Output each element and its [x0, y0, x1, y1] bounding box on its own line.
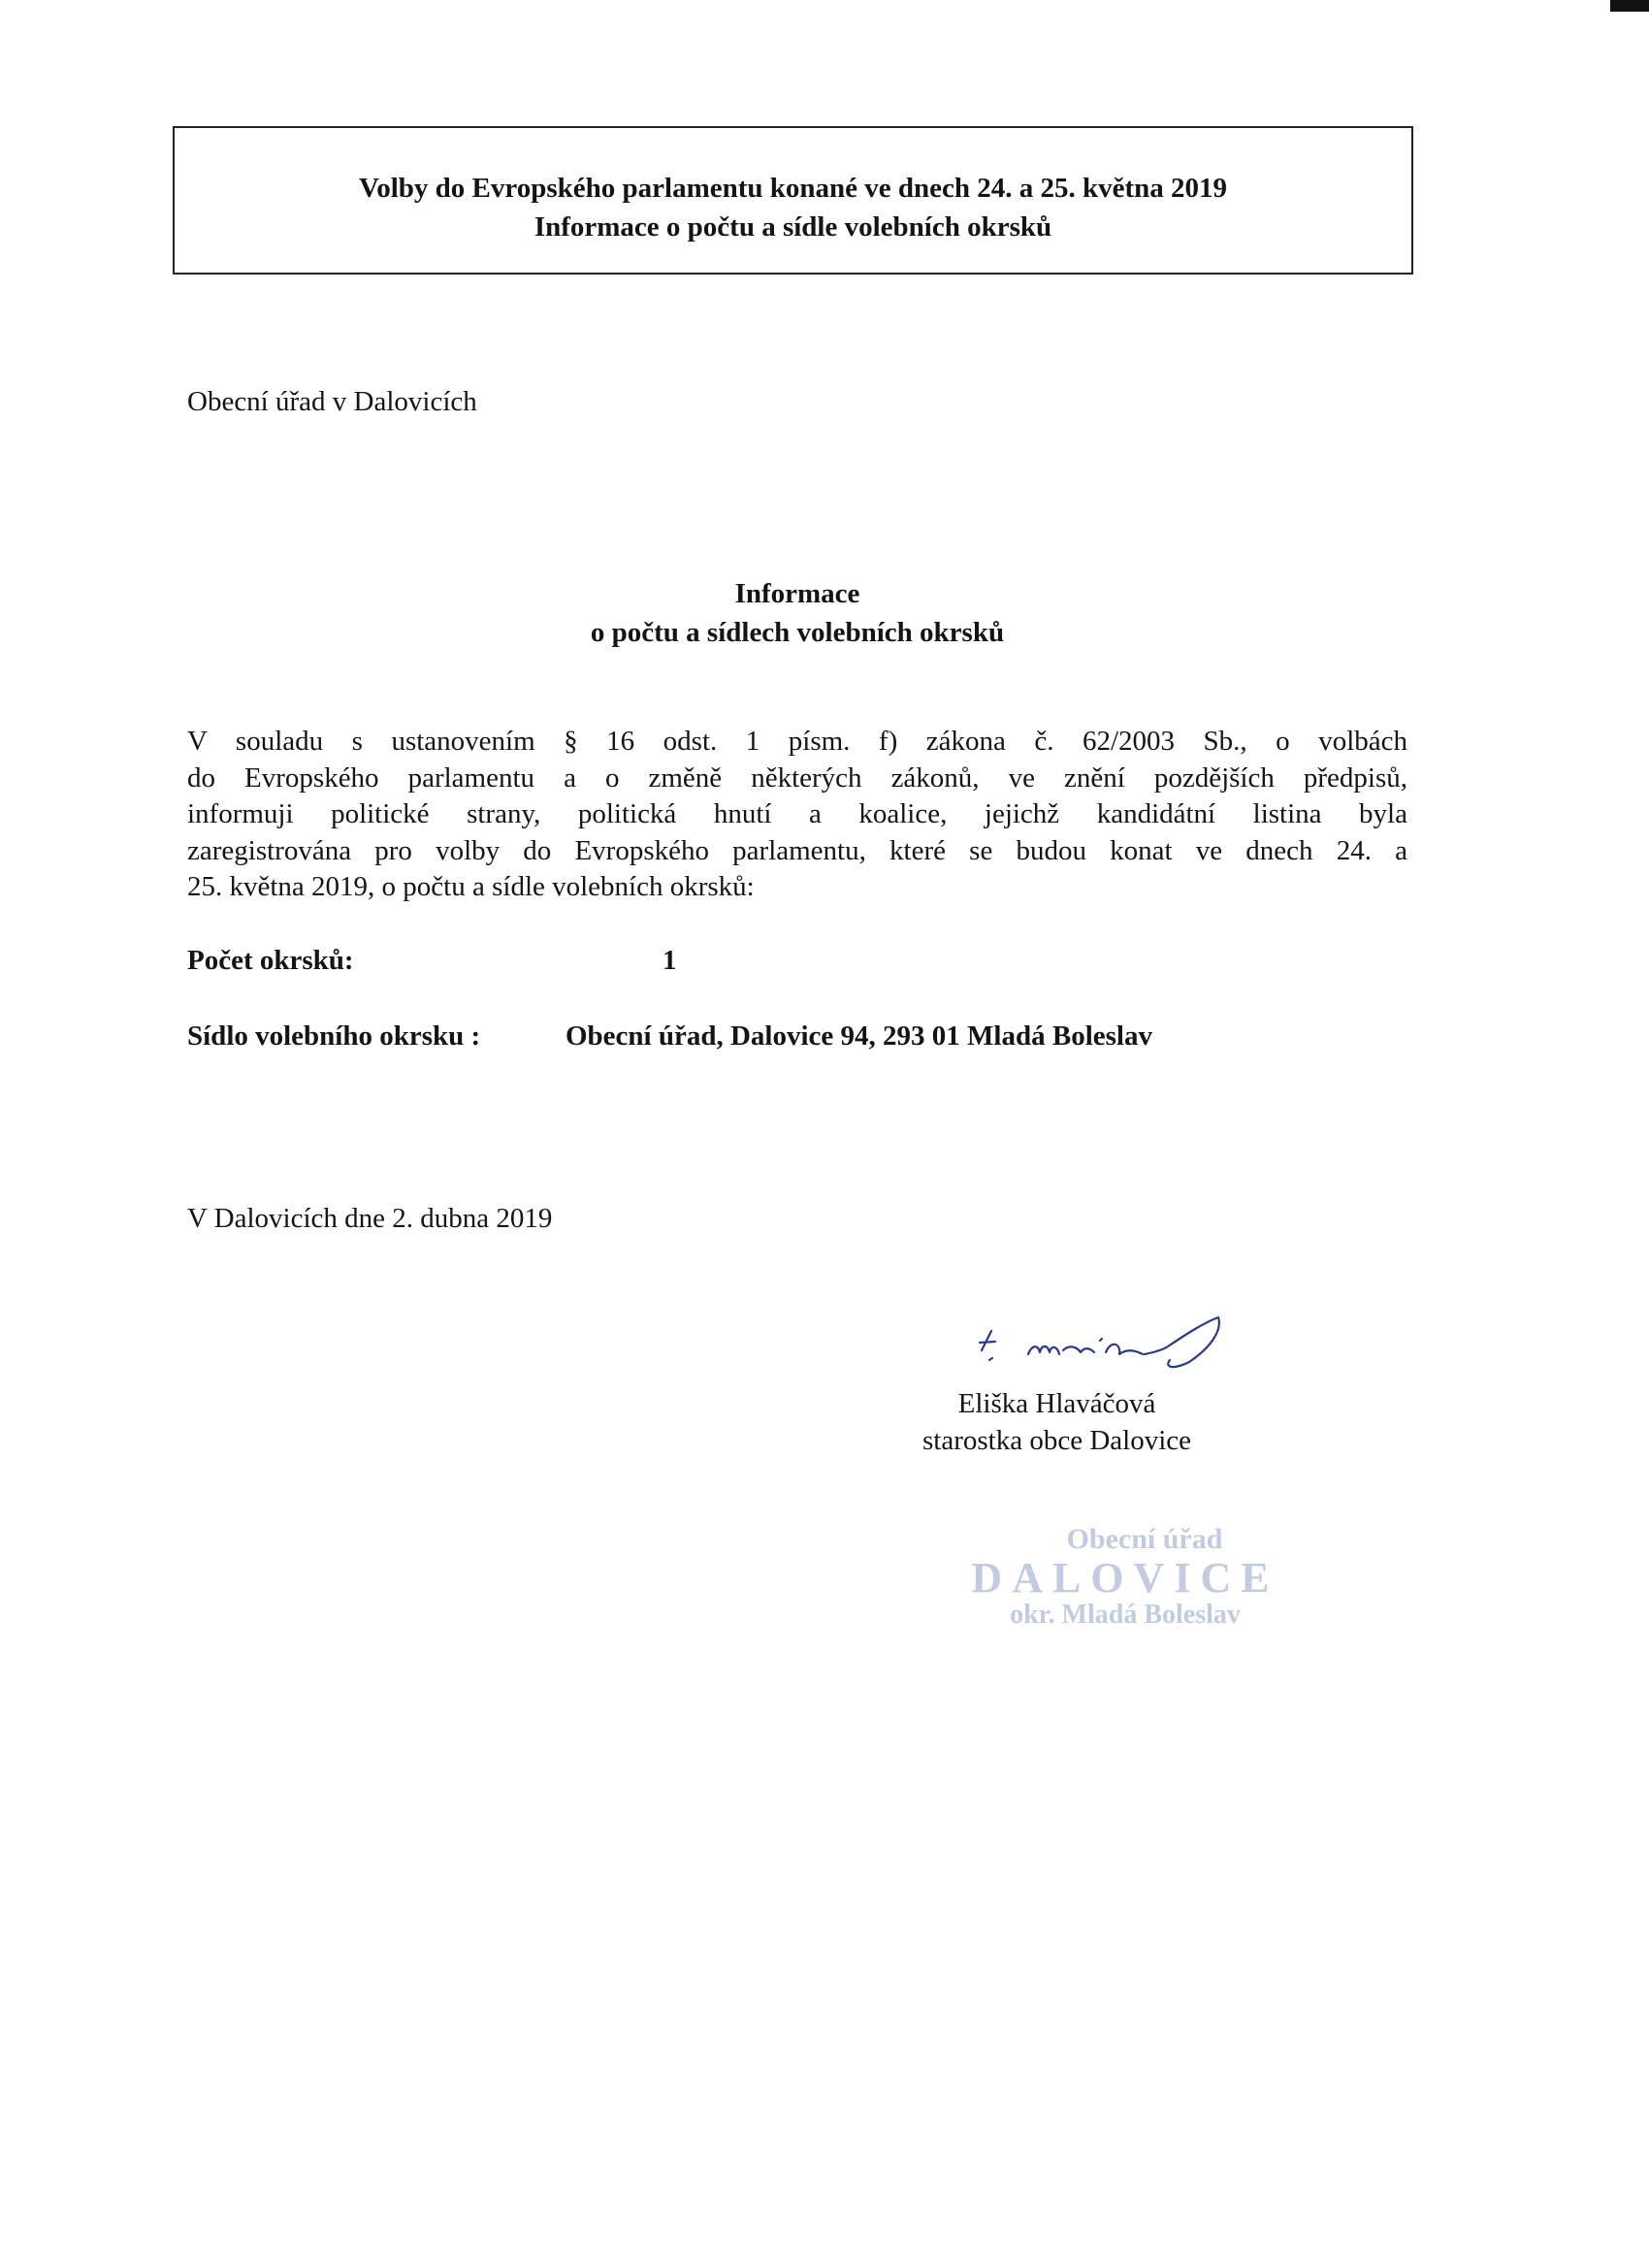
- district-seat-value: Obecní úřad, Dalovice 94, 293 01 Mladá Boleslav: [566, 1021, 1152, 1052]
- body-paragraph: [187, 724, 1407, 906]
- official-stamp: [970, 1523, 1280, 1639]
- district-count-label: Počet okrsků:: [187, 945, 354, 976]
- header-subtitle: Informace o počtu a sídle volebních okrsků: [534, 211, 1052, 243]
- district-count-value: 1: [663, 945, 677, 976]
- stamp-line3: okr. Mladá Boleslav: [1010, 1600, 1241, 1630]
- district-count-row: [187, 945, 677, 977]
- document-title-line1: Informace: [734, 578, 860, 609]
- issuing-office: Obecní úřad v Dalovicích: [187, 386, 477, 417]
- body-line: do Evropského parlamentu a o změně některých zákonů, ve znění pozdějších předpisů,: [187, 761, 1407, 794]
- scan-edge-mark: [1610, 0, 1649, 12]
- signer-block: [922, 1385, 1191, 1459]
- stamp-line1: Obecní úřad: [1066, 1523, 1223, 1555]
- body-line: V souladu s ustanovením § 16 odst. 1 písm. f) zákona č. 62/2003 Sb., o volbách: [187, 726, 1407, 757]
- signer-role: starostka obce Dalovice: [922, 1425, 1192, 1456]
- header-title: Volby do Evropského parlamentu konané ve dnech 24. a 25. května 2019: [358, 173, 1228, 204]
- body-line: 25. května 2019, o počtu a sídle volebních okrsků:: [187, 871, 755, 902]
- document-title-line2: o počtu a sídlech volebních okrsků: [590, 617, 1005, 648]
- body-line: zaregistrována pro volby do Evropského parlamentu, které se budou konat ve dnech 24. a: [187, 834, 1407, 866]
- place-and-date: V Dalovicích dne 2. dubna 2019: [187, 1203, 553, 1234]
- body-line: informuji politické strany, politická hnutí a koalice, jejichž kandidátní listina byla: [187, 798, 1407, 829]
- district-seat-row: [187, 1021, 1152, 1053]
- handwritten-signature: [970, 1310, 1251, 1377]
- district-seat-label: Sídlo volebního okrsku :: [187, 1021, 481, 1052]
- stamp-line2: DALOVICE: [971, 1554, 1279, 1602]
- header-box: [173, 126, 1413, 275]
- document-title: [0, 574, 1595, 652]
- signer-name: Eliška Hlaváčová: [957, 1388, 1156, 1419]
